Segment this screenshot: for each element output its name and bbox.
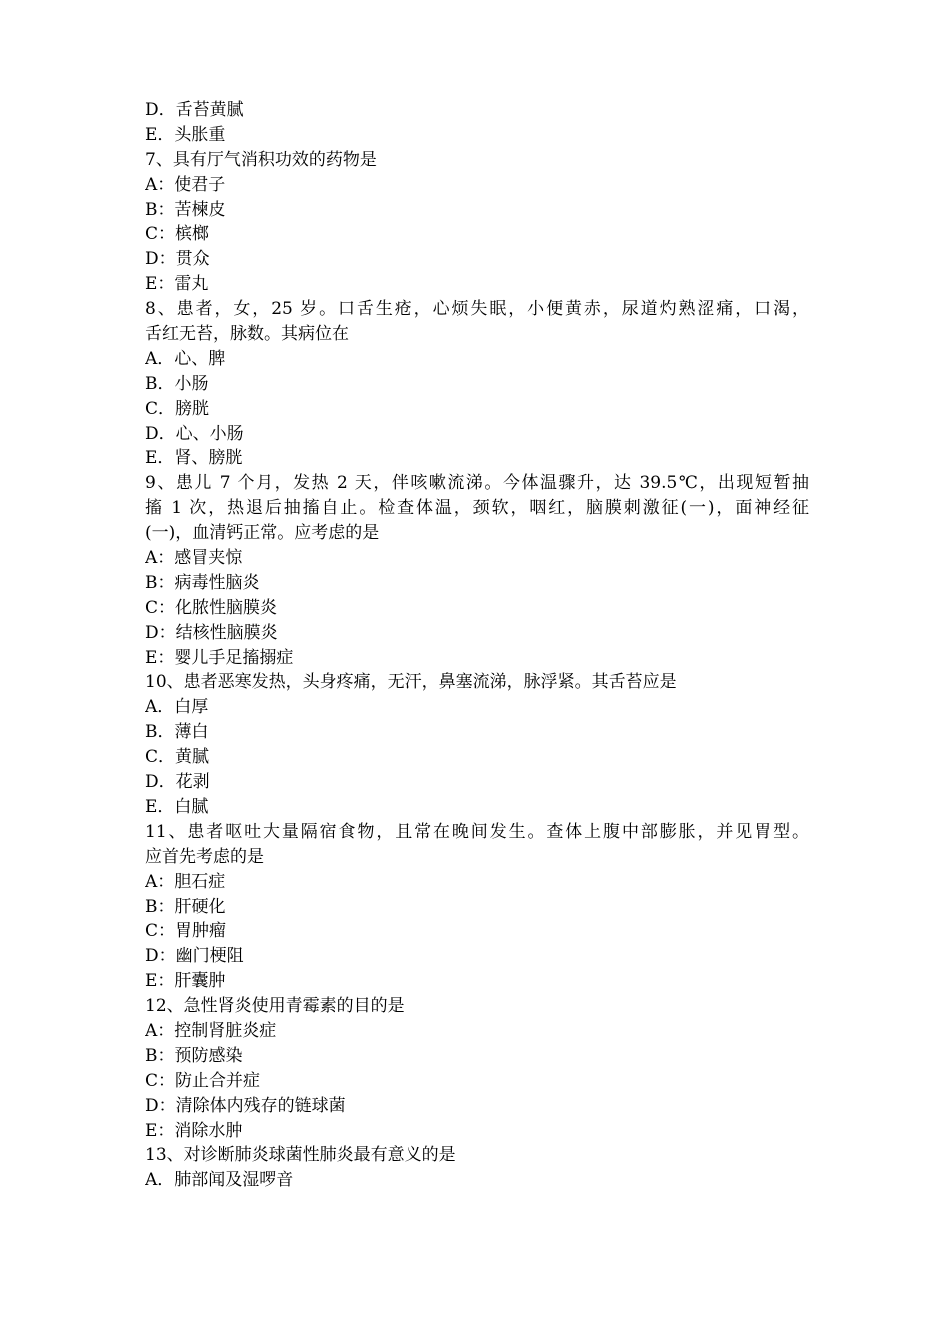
answer-option: D：结核性脑膜炎: [145, 622, 278, 643]
option-block: [145, 571, 809, 596]
question-block: [145, 471, 809, 496]
answer-option: B．薄白: [145, 722, 209, 743]
answer-option: A：控制肾脏炎症: [145, 1020, 277, 1041]
question-block: [145, 845, 809, 870]
question-block: [145, 297, 809, 322]
question-text-line: (一)，血清钙正常。应考虑的是: [145, 523, 380, 544]
answer-option: A：感冒夹惊: [145, 548, 243, 569]
answer-option: E：雷丸: [145, 274, 209, 295]
answer-option: D．花剥: [145, 772, 210, 793]
option-block: [145, 198, 809, 223]
option-block: [145, 870, 809, 895]
question-text-line: 应首先考虑的是: [145, 846, 264, 867]
question-text-line: 12、急性肾炎使用青霉素的目的是: [145, 996, 405, 1017]
option-block: [145, 621, 809, 646]
question-block: [145, 148, 809, 173]
answer-option: D．心、小肠: [145, 423, 244, 444]
answer-option: A：胆石症: [145, 871, 226, 892]
option-block: [145, 770, 809, 795]
option-block: [145, 272, 809, 297]
answer-option: C：化脓性脑膜炎: [145, 597, 278, 618]
option-block: [145, 397, 809, 422]
option-block: [145, 173, 809, 198]
option-block: [145, 1044, 809, 1069]
option-block: [145, 646, 809, 671]
answer-option: E：消除水肿: [145, 1120, 243, 1141]
question-text-line: 11、患者呕吐大量隔宿食物，且常在晚间发生。查体上腹中部膨胀，并见胃型。: [145, 821, 809, 842]
question-text-line: 10、患者恶寒发热，头身疼痛，无汗，鼻塞流涕，脉浮紧。其舌苔应是: [145, 672, 677, 693]
answer-option: D：幽门梗阻: [145, 946, 244, 967]
option-block: [145, 123, 809, 148]
option-block: [145, 944, 809, 969]
document-page: [145, 98, 809, 1193]
answer-option: C．黄腻: [145, 747, 210, 768]
answer-option: E．头胀重: [145, 124, 226, 145]
option-block: [145, 247, 809, 272]
option-block: [145, 372, 809, 397]
answer-option: D：贯众: [145, 249, 210, 270]
question-text-line: 搐 1 次，热退后抽搐自止。检查体温，颈软，咽红，脑膜刺激征(一)，面神经征: [145, 498, 809, 519]
answer-option: E．肾、膀胱: [145, 448, 243, 469]
answer-option: E：肝囊肿: [145, 971, 226, 992]
option-block: [145, 222, 809, 247]
option-block: [145, 720, 809, 745]
option-block: [145, 446, 809, 471]
answer-option: B．小肠: [145, 373, 209, 394]
question-text-line: 7、具有厅气消积功效的药物是: [145, 149, 377, 170]
option-block: [145, 347, 809, 372]
question-block: [145, 820, 809, 845]
answer-option: C：槟榔: [145, 224, 210, 245]
answer-option: C：防止合并症: [145, 1070, 261, 1091]
option-block: [145, 969, 809, 994]
answer-option: A．肺部闻及湿啰音: [145, 1170, 294, 1191]
option-block: [145, 596, 809, 621]
question-text-line: 9、患儿 7 个月，发热 2 天，伴咳嗽流涕。今体温骤升，达 39.5℃，出现短暂抽: [145, 473, 809, 494]
option-block: [145, 795, 809, 820]
option-block: [145, 1168, 809, 1193]
option-block: [145, 1069, 809, 1094]
answer-option: C：胃肿瘤: [145, 921, 227, 942]
option-block: [145, 1119, 809, 1144]
question-block: [145, 496, 809, 521]
answer-option: B：预防感染: [145, 1045, 243, 1066]
answer-option: D：清除体内残存的链球菌: [145, 1095, 346, 1116]
question-text-line: 8、患者，女，25 岁。口舌生疮，心烦失眠，小便黄赤，尿道灼熟涩痛，口渴，: [145, 299, 809, 320]
option-block: [145, 422, 809, 447]
option-block: [145, 695, 809, 720]
answer-option: C．膀胱: [145, 398, 210, 419]
answer-option: E．白腻: [145, 796, 209, 817]
answer-option: B：病毒性脑炎: [145, 572, 260, 593]
question-block: [145, 322, 809, 347]
question-block: [145, 521, 809, 546]
option-block: [145, 919, 809, 944]
question-text-line: 13、对诊断肺炎球菌性肺炎最有意义的是: [145, 1145, 456, 1166]
answer-option: B：苦楝皮: [145, 199, 226, 220]
option-block: [145, 98, 809, 123]
option-block: [145, 745, 809, 770]
option-block: [145, 1019, 809, 1044]
question-block: [145, 1143, 809, 1168]
question-text-line: 舌红无苔，脉数。其病位在: [145, 324, 349, 345]
option-block: [145, 895, 809, 920]
option-block: [145, 1094, 809, 1119]
answer-option: A．白厚: [145, 697, 209, 718]
answer-option: E：婴儿手足搐搦症: [145, 647, 294, 668]
question-block: [145, 670, 809, 695]
answer-option: A：使君子: [145, 174, 226, 195]
answer-option: D．舌苔黄腻: [145, 100, 244, 120]
answer-option: B：肝硬化: [145, 896, 226, 917]
question-block: [145, 994, 809, 1019]
option-block: [145, 546, 809, 571]
answer-option: A．心、脾: [145, 348, 226, 369]
